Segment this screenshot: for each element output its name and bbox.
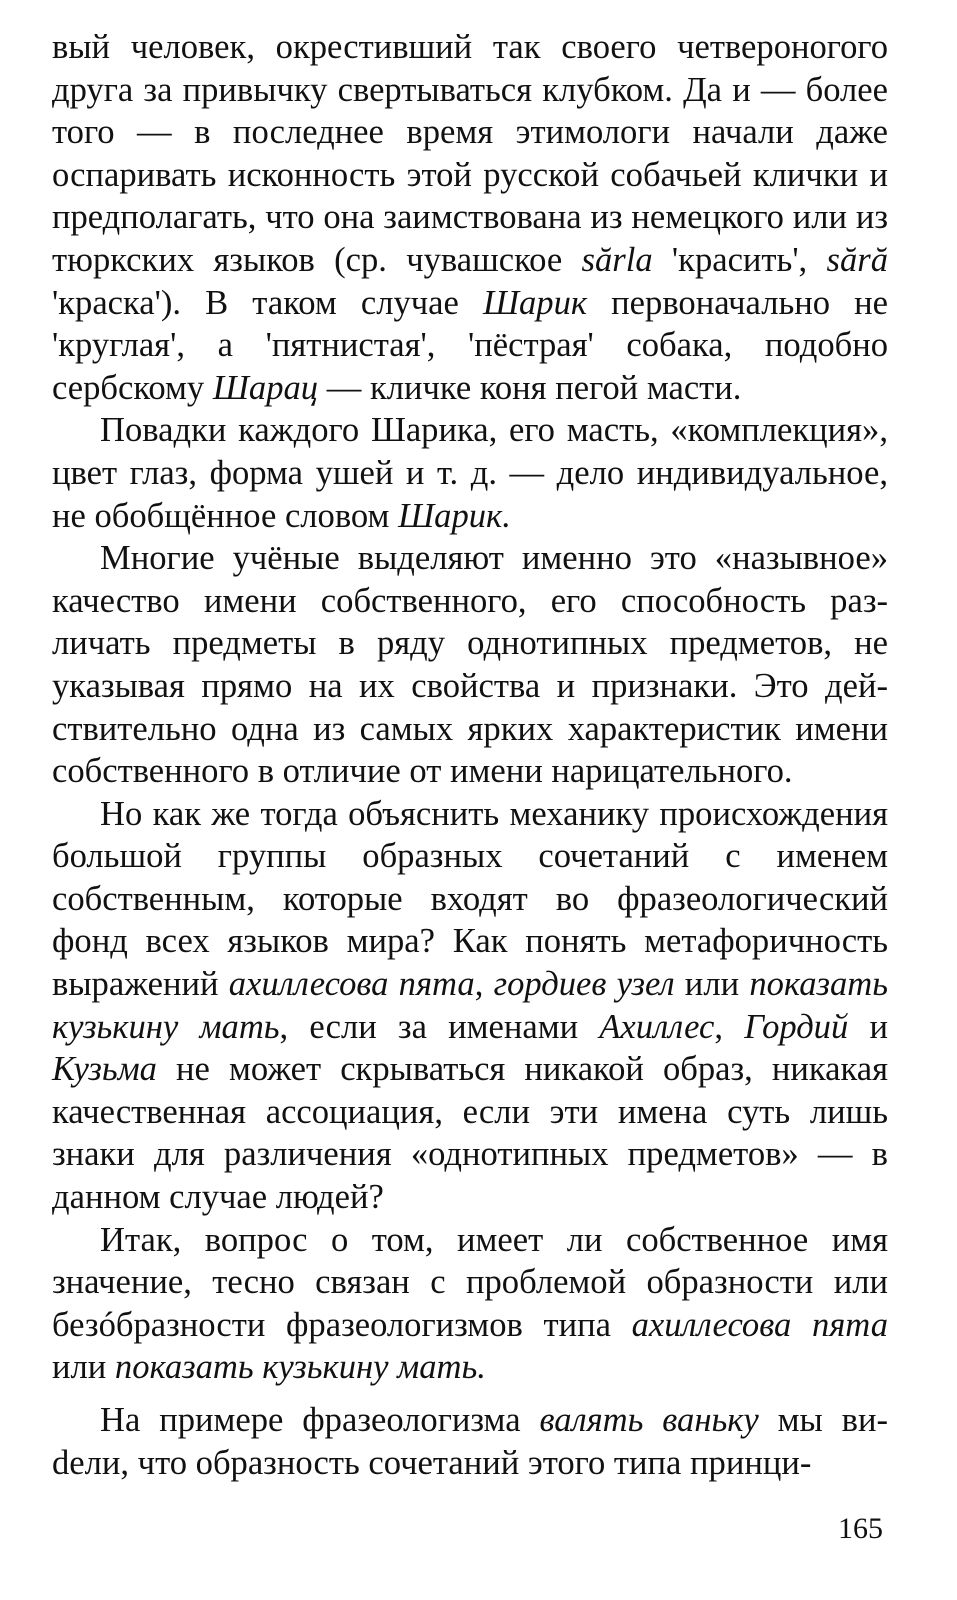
text-run: или [674,965,750,1004]
text-run: 'краска'). В таком случае [52,283,483,322]
paragraph-2 [52,409,888,537]
text-run: 'красить', [652,240,827,279]
italic-term: Шарик [482,283,588,322]
italic-term: Кузьма [52,1050,157,1089]
paragraph-3 [52,537,888,793]
text-run: , если за именами [279,1007,600,1046]
text-run: — кличке коня пегой масти. [318,368,742,407]
text-run: или [52,1348,115,1387]
text-run: первоначально не 'круглая', а 'пятнистая', 'пёстрая' собака, подобно сербскому [52,283,888,407]
text-run: , [474,965,494,1004]
italic-term: Шарик. [398,496,511,535]
text-run: Но как же тогда объяснить механику происхождения большой группы образных сочетаний с именем собственным, которые входят во фразеологический фонд всех языков мира? Как понять метафоричность выражений [52,794,888,1004]
italic-term: ахиллесова пята [631,1305,888,1344]
italic-term: показать кузькину мать. [114,1348,486,1387]
text-run: Многие учёные выделяют именно это «назывное» качество имени собственного, его способность различать предметы в ряду однотипных предметов, не указывая прямо на их свойства и признаки. Это действительно одна из самых ярких характеристик имени собственного в отличие от имени нарицательного. [52,539,888,791]
paragraph-1 [52,26,888,409]
italic-term: Гордий [744,1007,849,1046]
text-run: , [714,1007,745,1046]
text-run: не может скрываться никакой образ, никакая качественная ассоциация, если эти имена суть лишь знаки для различения «однотипных предметов» — в данном случае людей? [52,1050,888,1217]
italic-term: sărla [581,240,653,279]
italic-term: Шарац [212,368,319,407]
paragraph-5 [52,1219,888,1389]
page-number: 165 [838,1512,883,1545]
italic-term: Ахиллес [599,1007,715,1046]
text-run: мы виdели, что образность сочетаний этого типа принци- [52,1401,888,1482]
paragraph-6 [52,1399,888,1484]
text-run: и [848,1007,888,1046]
paragraph-4 [52,793,888,1219]
italic-term: гордиев узел [493,965,675,1004]
italic-term: показать кузькину мать [52,965,888,1046]
text-run: Повадки каждого Шарика, его масть, «комплекция», цвет глаз, форма ушей и т. д. — дело индивидуальное, не обобщённое словом [52,411,888,535]
italic-term: ахиллесова пята [228,965,475,1004]
text-run: Итак, вопрос о том, имеет ли собственное имя значение, тесно связан с проблемой образности или безóбразности фразеологизмов типа [52,1220,888,1344]
italic-term: sără [826,240,888,279]
text-run: На примере фразеологизма [100,1401,540,1439]
page-text [52,26,888,1484]
italic-term: валять ваньку [539,1401,759,1439]
text-run: вый человек, окрестивший так своего четвероногого друга за привычку свертываться клубком. Да и — более того — в последнее время этимологи начали даже оспаривать исконность этой русской собачьей клички и предполагать, что она заимствована из немецкого или из тюркских языков (ср. чувашское [52,28,888,279]
